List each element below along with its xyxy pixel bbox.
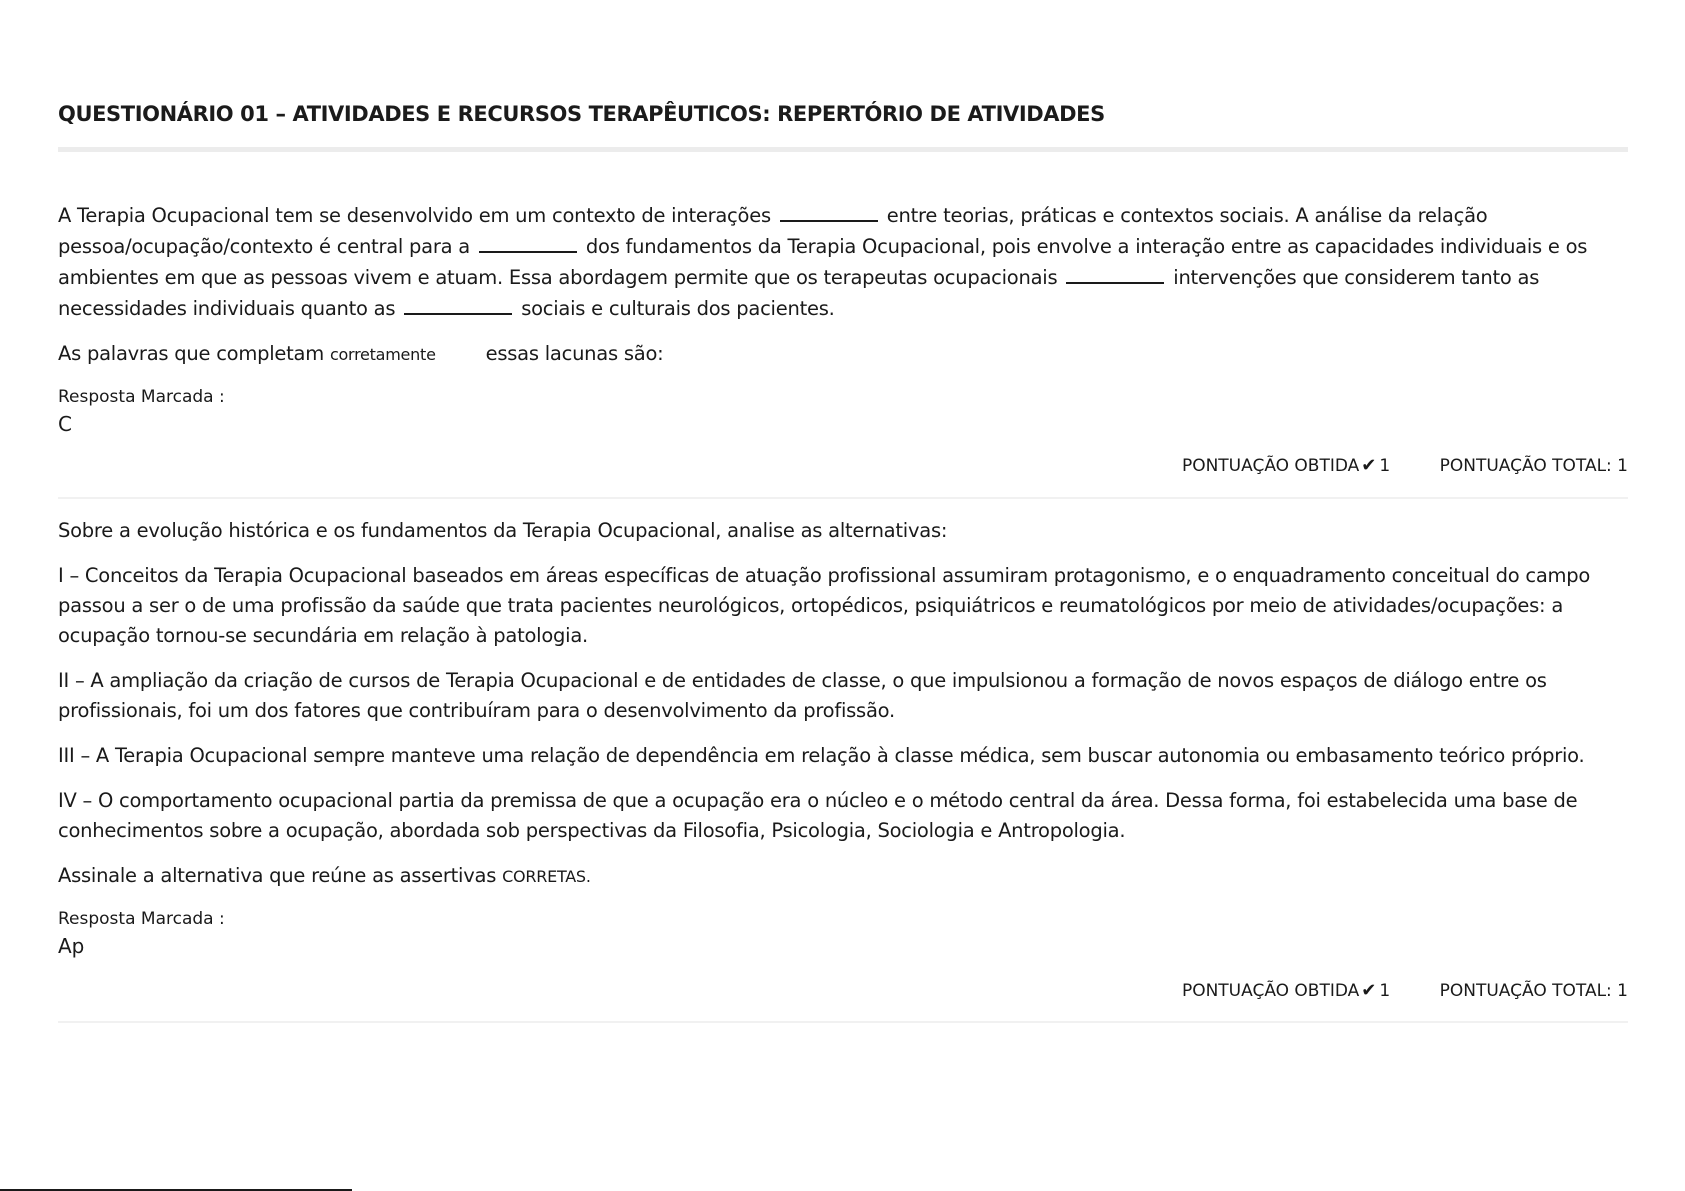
prompt-text-after: essas lacunas são: — [485, 342, 664, 365]
question-divider — [58, 497, 1628, 499]
question-1-text-part: intervenções que considerem tanto as necessidades individuais quanto as — [58, 266, 1540, 320]
page-title: QUESTIONÁRIO 01 – ATIVIDADES E RECURSOS TERAPÊUTICOS: REPERTÓRIO DE ATIVIDADES — [58, 102, 1105, 126]
score-obtained-value: 1 — [1379, 456, 1391, 476]
answer-label: Resposta Marcada : — [58, 387, 225, 407]
question-1 — [58, 200, 1628, 437]
question-2 — [58, 516, 1628, 959]
score-total: PONTUAÇÃO TOTAL: 1 — [1439, 981, 1628, 1001]
answer-label: Resposta Marcada : — [58, 909, 225, 929]
question-divider — [58, 1021, 1628, 1023]
prompt-emphasis: corretamente — [329, 345, 436, 364]
check-icon: ✔ — [1361, 455, 1377, 476]
score-obtained — [1182, 981, 1396, 1001]
title-divider — [58, 147, 1628, 152]
question-1-text-part: dos fundamentos da Terapia Ocupacional, pois envolve a interação entre as capacidades individuais e os ambientes em que as pessoas vivem e atuam. Essa abordagem permite que os terapeutas ocupacionais — [58, 235, 1588, 289]
prompt-emphasis: CORRETAS. — [502, 867, 591, 886]
score-obtained — [1182, 456, 1396, 476]
score-total: PONTUAÇÃO TOTAL: 1 — [1439, 456, 1628, 476]
question-1-score — [1182, 455, 1628, 476]
score-obtained-label: PONTUAÇÃO OBTIDA — [1181, 456, 1360, 476]
question-1-text — [58, 200, 1628, 324]
assertion-item: IV – O comportamento ocupacional partia da premissa de que a ocupação era o núcleo e o método central da área. Dessa forma, foi estabelecida uma base de conhecimentos sobre a ocupação, abordada sob perspectivas da Filosofia, Psicologia, Sociologia e Antropologia. — [58, 789, 1578, 842]
prompt-text: Assinale a alternativa que reúne as assertivas — [58, 864, 497, 887]
blank-3 — [1066, 262, 1164, 284]
question-1-prompt — [58, 339, 1628, 370]
assertion-item: III – A Terapia Ocupacional sempre manteve uma relação de dependência em relação à classe médica, sem buscar autonomia ou embasamento teórico próprio. — [58, 744, 1585, 767]
answer-value: C — [58, 412, 72, 436]
check-icon: ✔ — [1361, 980, 1377, 1001]
question-2-intro: Sobre a evolução histórica e os fundamentos da Terapia Ocupacional, analise as alternativas: — [58, 519, 948, 542]
blank-4 — [404, 293, 512, 315]
question-2-prompt — [58, 861, 1628, 892]
score-obtained-value: 1 — [1379, 981, 1391, 1001]
question-1-text-part: A Terapia Ocupacional tem se desenvolvido em um contexto de interações — [58, 204, 771, 227]
question-2-score — [1182, 980, 1628, 1001]
answer-value: Ap — [58, 934, 85, 958]
question-1-text-part: entre teorias, práticas e contextos sociais. A análise da relação pessoa/ocupação/contexto é central para a — [58, 204, 1488, 258]
prompt-text: As palavras que completam — [58, 342, 324, 365]
blank-1 — [780, 200, 878, 222]
score-obtained-label: PONTUAÇÃO OBTIDA — [1181, 981, 1360, 1001]
assertion-item: II – A ampliação da criação de cursos de Terapia Ocupacional e de entidades de classe, o que impulsionou a formação de novos espaços de diálogo entre os profissionais, foi um dos fatores que contribuíram para o desenvolvimento da profissão. — [58, 669, 1547, 722]
assertion-item: I – Conceitos da Terapia Ocupacional baseados em áreas específicas de atuação profissional assumiram protagonismo, e o enquadramento conceitual do campo passou a ser o de uma profissão da saúde que trata pacientes neurológicos, ortopédicos, psiquiátricos e reumatológicos por meio de atividades/ocupações: a ocupação tornou-se secundária em relação à patologia. — [58, 564, 1591, 647]
question-1-text-part: sociais e culturais dos pacientes. — [521, 297, 835, 320]
blank-2 — [479, 231, 577, 253]
